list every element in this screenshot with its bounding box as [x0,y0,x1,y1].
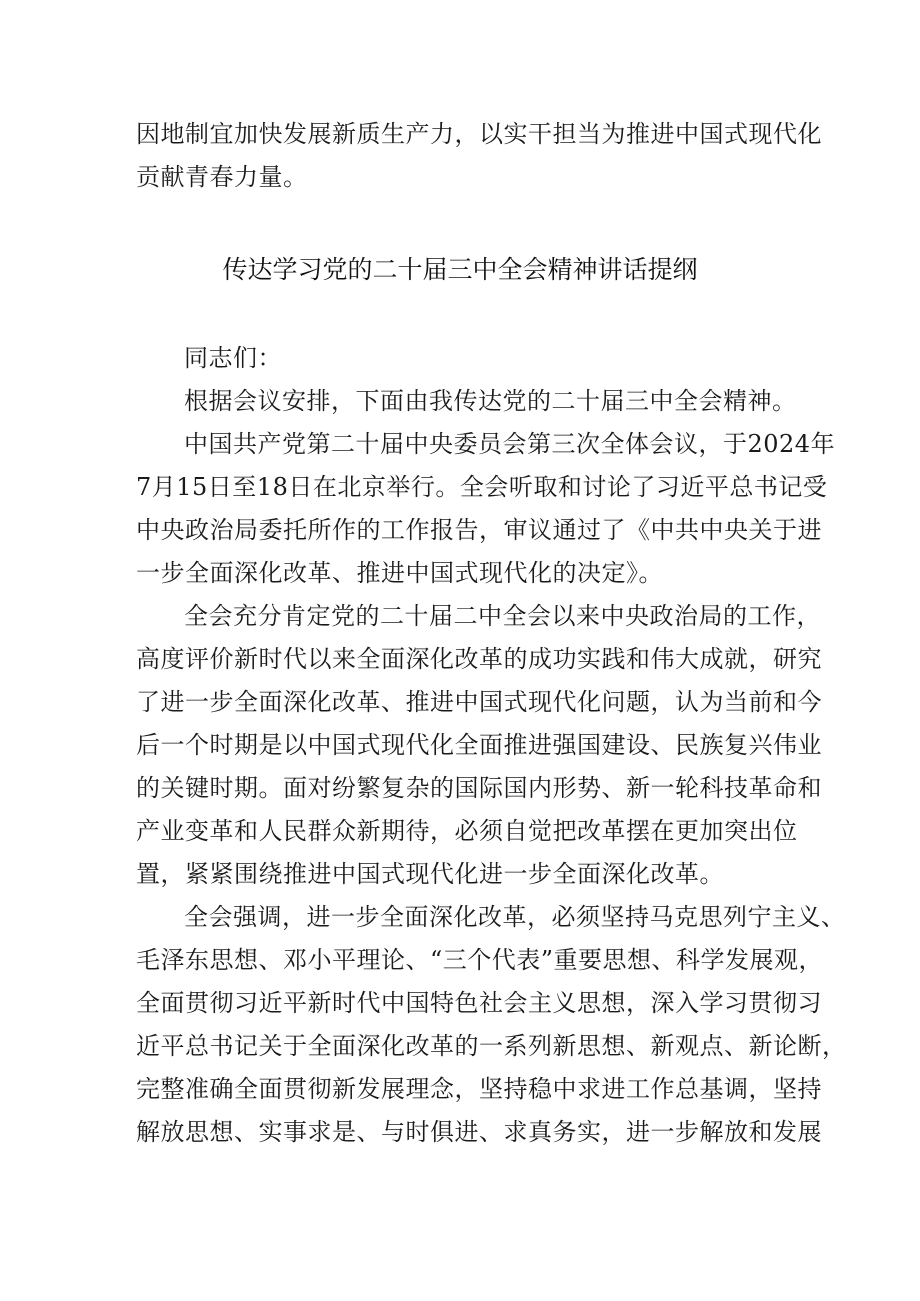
paragraph-line: 7月15日至18日在北京举行。全会听取和讨论了习近平总书记受 [136,473,828,501]
intro-line: 因地制宜加快发展新质生产力，以实干担当为推进中国式现代化 [136,120,822,148]
paragraph-line: 一步全面深化改革、推进中国式现代化的决定》。 [136,559,663,587]
paragraph-line: 中国共产党第二十届中央委员会第三次全体会议，于2024年 [184,430,836,458]
paragraph-line: 产业变革和人民群众新期待，必须自觉把改革摆在更加突出位 [136,817,798,845]
paragraph-line: 置，紧紧围绕推进中国式现代化进一步全面深化改革。 [136,860,724,888]
paragraph-line: 全面贯彻习近平新时代中国特色社会主义思想，深入学习贯彻习 [136,989,822,1017]
paragraph-line: 中央政治局委托所作的工作报告，审议通过了《中共中央关于进 [136,516,822,544]
paragraph-line: 全会强调，进一步全面深化改革，必须坚持马克思列宁主义、 [184,903,846,931]
paragraph-line: 后一个时期是以中国式现代化全面推进强国建设、民族复兴伟业 [136,731,822,759]
paragraph-line: 解放思想、实事求是、与时俱进、求真务实，进一步解放和发展 [136,1118,822,1146]
paragraph-line: 了进一步全面深化改革、推进中国式现代化问题，认为当前和今 [136,688,822,716]
salutation: 同志们： [184,344,282,372]
intro-line: 贡献青春力量。 [136,163,308,191]
paragraph-line: 的关键时期。面对纷繁复杂的国际国内形势、新一轮科技革命和 [136,774,822,802]
document-title: 传达学习党的二十届三中全会精神讲话提纲 [222,255,698,284]
paragraph-line: 毛泽东思想、邓小平理论、“三个代表”重要思想、科学发展观， [136,946,824,974]
paragraph-line: 近平总书记关于全面深化改革的一系列新思想、新观点、新论断， [136,1032,847,1060]
paragraph-line: 根据会议安排，下面由我传达党的二十届三中全会精神。 [184,387,797,415]
paragraph-line: 全会充分肯定党的二十届二中全会以来中央政治局的工作， [184,602,821,630]
paragraph-line: 完整准确全面贯彻新发展理念，坚持稳中求进工作总基调，坚持 [136,1075,822,1103]
paragraph-line: 高度评价新时代以来全面深化改革的成功实践和伟大成就，研究 [136,645,822,673]
